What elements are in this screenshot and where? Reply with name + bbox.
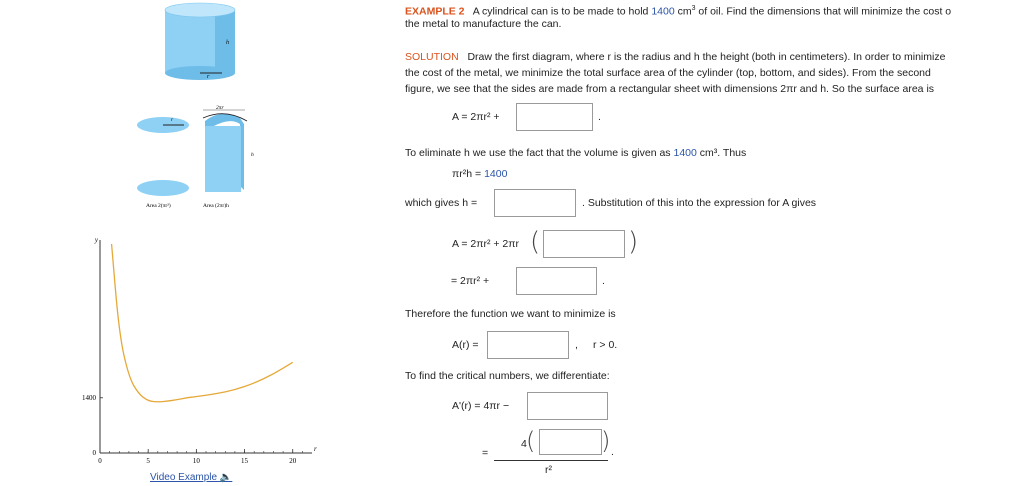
eq3-lhs: A = 2πr² + 2πr: [452, 238, 520, 250]
example-label: EXAMPLE 2: [405, 5, 465, 18]
disc-r-label: r: [171, 117, 174, 123]
eq5-condition: r > 0.: [593, 339, 618, 351]
eq3-answer-input[interactable]: [544, 231, 624, 257]
substitution-text: . Substitution of this into the expression for A gives: [582, 197, 817, 209]
area-top-caption: Area 2(πr²): [146, 203, 171, 209]
video-example-link[interactable]: Video Example 🔈: [150, 472, 233, 483]
eq6-answer-box[interactable]: [527, 392, 608, 420]
example-line-2: the metal to manufacture the can.: [405, 18, 562, 30]
eq4-answer-box[interactable]: [516, 267, 597, 295]
solution-line-3: figure, we see that the sides are made from a rectangular sheet with dimensions 2πr and h. So the surface area is: [405, 83, 935, 95]
eq6-lhs: A'(r) = 4πr −: [452, 400, 510, 412]
eliminate-line: To eliminate h we use the fact that the volume is given as 1400 cm³. Thus: [405, 147, 747, 159]
area-side-caption: Area (2πr)h: [203, 203, 229, 209]
solution-label: SOLUTION: [405, 51, 459, 63]
fraction-bar: [494, 460, 608, 461]
x-tick-label: 5: [146, 457, 150, 465]
eq1-answer-input[interactable]: [517, 104, 592, 130]
x-tick-label: 20: [289, 457, 297, 465]
eq4-lhs: = 2πr² +: [451, 275, 490, 287]
y-tick-label: 1400: [82, 393, 96, 402]
x-tick-label: 15: [241, 457, 249, 465]
eq6-answer-input[interactable]: [528, 393, 607, 419]
cylinder-figure: [165, 3, 235, 80]
eq4-answer-input[interactable]: [517, 268, 596, 294]
eq1-lhs: A = 2πr² +: [452, 111, 500, 123]
therefore-text: Therefore the function we want to minimize is: [405, 308, 616, 320]
play-icon: 🔈: [219, 472, 233, 483]
eq2-line: πr²h = 1400: [452, 168, 508, 180]
eq7-answer-box[interactable]: [539, 429, 602, 455]
example-line-1: EXAMPLE 2 A cylindrical can is to be made to hold 1400 $cm^3$ of oil. Find the dimensions that will minimize the cost o: [405, 5, 952, 18]
solution-line-2: the cost of the metal, we minimize the total surface area of the cylinder (top, bottom, and sides). From the second: [405, 67, 931, 79]
eq3-open-paren: (: [530, 227, 541, 257]
eq5-lhs: A(r) =: [452, 339, 479, 351]
cylinder-r-label: r: [207, 74, 210, 80]
critical-text: To find the critical numbers, we differentiate:: [405, 370, 610, 382]
area-curve: [112, 244, 293, 402]
eq3-close-paren: ): [628, 227, 639, 257]
eq7-denominator: r²: [545, 464, 552, 476]
h-answer-input[interactable]: [495, 190, 575, 216]
eq3-answer-box[interactable]: [543, 230, 625, 258]
solution-line-1: SOLUTION Draw the first diagram, where r is the radius and h the height (both in centimeters). In order to minimize: [405, 51, 946, 63]
unrolled-figure: [137, 110, 247, 196]
eq7-equals: =: [482, 447, 489, 459]
figures-panel: [0, 0, 395, 480]
y-tick-label: 0: [92, 449, 96, 457]
x-tick-label: 10: [192, 457, 200, 465]
two-pi-r-label: 2πr: [216, 105, 224, 111]
sheet-h-label: h: [251, 152, 254, 158]
eq7-numerator-coef: 4: [521, 438, 527, 450]
x-tick-label: 0: [98, 457, 102, 465]
eq5-answer-box[interactable]: [487, 331, 569, 359]
y-axis-label: y: [94, 236, 98, 244]
h-answer-box[interactable]: [494, 189, 576, 217]
volume-value: 1400: [651, 5, 675, 18]
cylinder-h-label: h: [226, 40, 229, 46]
eq5-answer-input[interactable]: [488, 332, 568, 358]
gives-lhs: which gives h =: [405, 197, 478, 209]
eq1-answer-box[interactable]: [516, 103, 593, 131]
area-function-chart: [82, 236, 317, 465]
eq7-answer-input[interactable]: [540, 430, 601, 454]
x-axis-label: r: [314, 445, 317, 453]
